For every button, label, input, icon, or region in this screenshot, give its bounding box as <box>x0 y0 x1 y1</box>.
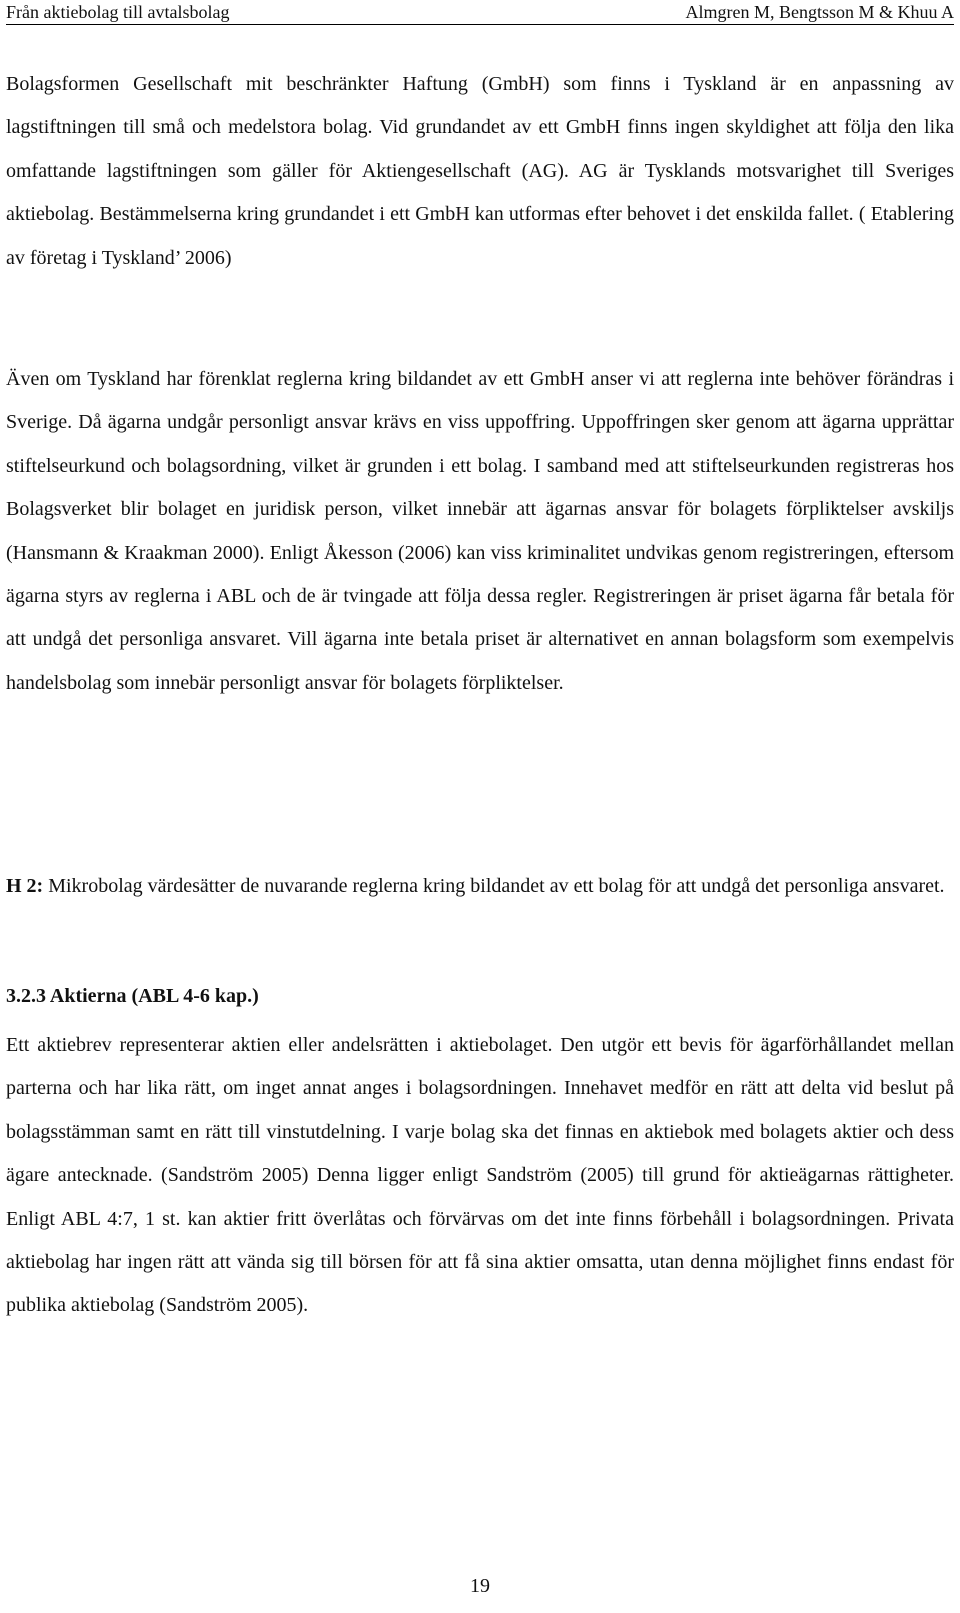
hypothesis-text: Mikrobolag värdesätter de nuvarande reglerna kring bildandet av ett bolag för att undgå det personliga ansvaret. <box>43 875 945 897</box>
section-heading: 3.2.3 Aktierna (ABL 4-6 kap.) <box>6 985 259 1007</box>
page-number: 19 <box>470 1575 490 1597</box>
paragraph-aktier: Ett aktiebrev representerar aktien eller andelsrätten i aktiebolaget. Den utgör ett bevis för ägarförhållandet mellan parterna och har lika rätt, om inget annat anges i bolagsordningen. Innehavet medför en rätt att delta vid beslut på bolagsstämman samt en rätt till vinstutdelning. I varje bolag ska det finnas en aktiebok med bolagets aktier och dess ägare antecknade. (Sandström 2005) Denna ligger enligt Sandström (2005) till grund för aktieägarnas rättigheter. Enligt ABL 4:7, 1 st. kan aktier fritt överlåtas och förvärvas om det inte finns förbehåll i bolagsordningen. Privata aktiebolag har ingen rätt att vända sig till börsen för att få sina aktier omsatta, utan denna möjlighet finns endast för publika aktiebolag (Sandström 2005). <box>6 1034 954 1317</box>
hypothesis-label: H 2: <box>6 875 44 897</box>
paragraph-gmbh: Bolagsformen Gesellschaft mit beschränkter Haftung (GmbH) som finns i Tyskland är en anpassning av lagstiftningen till små och medelstora bolag. Vid grundandet av ett GmbH finns ingen skyldighet att följa den lika omfattande lagstiftningen som gäller för Aktiengesellschaft (AG). AG är Tysklands motsvarighet till Sveriges aktiebolag. Bestämmelserna kring grundandet i ett GmbH kan utformas efter behovet i det enskilda fallet. ( Etablering av företag i Tyskland’ 2006) <box>6 73 954 269</box>
header-authors: Almgren M, Bengtsson M & Khuu A <box>685 2 954 22</box>
hypothesis-h2 <box>6 865 954 908</box>
running-header <box>6 0 954 25</box>
header-title: Från aktiebolag till avtalsbolag <box>6 2 230 22</box>
paragraph-sweden-rules: Även om Tyskland har förenklat reglerna kring bildandet av ett GmbH anser vi att reglerna inte behöver förändras i Sverige. Då ägarna undgår personligt ansvar krävs en viss uppoffring. Uppoffringen sker genom att ägarna upprättar stiftelseurkund och bolagsordning, vilket är grunden i ett bolag. I samband med att stiftelseurkunden registreras hos Bolagsverket blir bolaget en juridisk person, vilket innebär att ägarnas ansvar för bolagets förpliktelser avskiljs (Hansmann & Kraakman 2000). Enligt Åkesson (2006) kan viss kriminalitet undvikas genom registreringen, eftersom ägarna styrs av reglerna i ABL och de är tvingade att följa dessa regler. Registreringen är priset ägarna får betala för att undgå det personliga ansvaret. Vill ägarna inte betala priset är alternativet en annan bolagsform som exempelvis handelsbolag som innebär personligt ansvar för bolagets förpliktelser. <box>6 368 954 694</box>
